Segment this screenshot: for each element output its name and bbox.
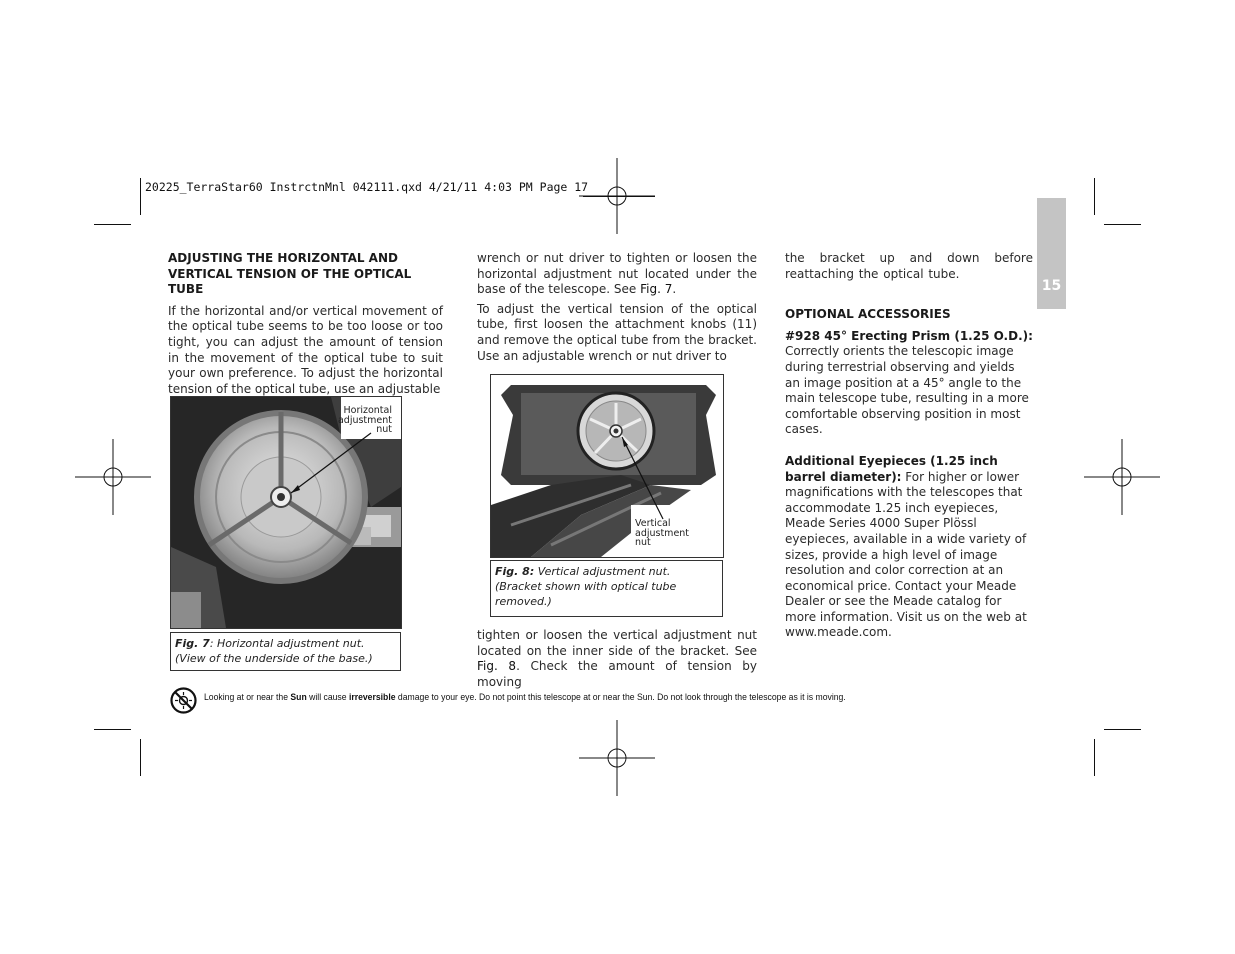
text-span: . Check the amount of tension by moving bbox=[477, 659, 758, 689]
subheading: #928 45° Erecting Prism (1.25 O.D.): bbox=[785, 328, 1033, 343]
crop-mark bbox=[140, 178, 141, 215]
caption-text: : Horizontal adjustment nut. (View of the underside of the base.) bbox=[175, 637, 373, 665]
body-paragraph bbox=[785, 454, 1033, 641]
figure-reference: Fig. 7 bbox=[640, 282, 673, 297]
right-column bbox=[785, 251, 1033, 641]
figure-reference: Fig. 8: bbox=[495, 565, 535, 578]
label-line: nut bbox=[635, 537, 651, 548]
crop-mark bbox=[94, 729, 131, 730]
crop-mark bbox=[94, 224, 131, 225]
subheading: Additional Eyepieces (1.25 inch barrel diameter): bbox=[785, 453, 998, 484]
label-line: adjustment bbox=[337, 414, 392, 426]
figure-reference: Fig. 7 bbox=[175, 637, 210, 650]
text-span: For higher or lower magnifications with the telescopes that accommodate 1.25 inch eyepieces, Meade Series 4000 Super Plössl eyepieces, available in a wide variety of sizes, provide a high level of image resolution and color correction at an economical price. Contact your Meade Dealer or see the Meade catalog for more information. Visit us on the web at www.meade.com. bbox=[785, 469, 1027, 640]
registration-mark-icon bbox=[75, 439, 151, 515]
text-span: . bbox=[672, 282, 677, 297]
slug-line: 20225_TerraStar60 InstrctnMnl 042111.qxd 4/21/11 4:03 PM Page 17 bbox=[145, 180, 589, 194]
figure-reference: Fig. 8 bbox=[477, 659, 517, 674]
middle-column bbox=[477, 251, 757, 364]
caption-text: Vertical adjustment nut. (Bracket shown with optical tube removed.) bbox=[495, 565, 677, 608]
emphasis: irreversible bbox=[348, 692, 396, 703]
text-span: will cause bbox=[306, 692, 349, 703]
crop-mark bbox=[1094, 739, 1095, 776]
text-span: wrench or nut driver to tighten or loosen the horizontal adjustment nut located under the base of the telescope. See bbox=[477, 251, 757, 297]
body-paragraph: To adjust the vertical tension of the optical tube, first loosen the attachment knobs (11) and remove the optical tube from the bracket. Use an adjustable wrench or nut driver to bbox=[477, 301, 757, 363]
registration-mark-icon bbox=[1084, 439, 1160, 515]
left-column bbox=[168, 251, 443, 397]
label-line: Horizontal bbox=[343, 405, 392, 416]
crop-mark bbox=[1104, 729, 1141, 730]
label-line: nut bbox=[376, 424, 392, 435]
text-span: Looking at or near the bbox=[204, 692, 291, 703]
crop-mark bbox=[140, 739, 141, 776]
emphasis: Sun bbox=[290, 692, 307, 703]
page-tab bbox=[1037, 198, 1066, 309]
page-number: 15 bbox=[1041, 278, 1062, 294]
heading-line: ADJUSTING THE HORIZONTAL AND bbox=[168, 251, 398, 265]
no-sun-warning-icon bbox=[170, 687, 197, 714]
body-paragraph: the bracket up and down before reattaching the optical tube. bbox=[785, 251, 1033, 281]
body-paragraph bbox=[477, 251, 757, 298]
label-line: Vertical bbox=[635, 518, 671, 529]
crop-mark bbox=[1094, 178, 1095, 215]
body-paragraph: Correctly orients the telescopic image during terrestrial observing and yields an image position at a 45° angle to the main telescope tube, resulting in a more comfortable observing position in most cases. bbox=[785, 344, 1029, 437]
section-heading bbox=[168, 251, 443, 298]
figure-7-photo bbox=[170, 396, 402, 629]
slug-underline bbox=[583, 196, 655, 197]
body-paragraph: If the horizontal and/or vertical movement of the optical tube seems to be too loose or too tight, you can adjust the amount of tension in the movement of the optical tube to suit your own preference. To adjust the horizontal tension of the optical tube, use an adjustable bbox=[168, 303, 443, 396]
figure-7-caption bbox=[170, 632, 401, 671]
figure-8-caption bbox=[490, 560, 723, 617]
figure-8-photo bbox=[490, 374, 724, 558]
label-line: adjustment bbox=[635, 527, 690, 539]
fig7-label bbox=[338, 406, 392, 435]
sun-warning-text bbox=[204, 692, 846, 703]
registration-mark-icon bbox=[579, 720, 655, 796]
crop-mark bbox=[1104, 224, 1141, 225]
section-heading: OPTIONAL ACCESSORIES bbox=[785, 307, 951, 322]
middle-column-continued bbox=[477, 628, 757, 690]
text-span: tighten or loosen the vertical adjustment nut located on the inner side of the bracket. See bbox=[477, 628, 757, 658]
heading-line: VERTICAL TENSION OF THE OPTICAL TUBE bbox=[168, 266, 412, 297]
body-paragraph bbox=[477, 628, 757, 690]
text-span: damage to your eye. Do not point this telescope at or near the Sun. Do not look through the telescope as it is moving. bbox=[395, 692, 846, 703]
fig8-label bbox=[635, 519, 689, 548]
